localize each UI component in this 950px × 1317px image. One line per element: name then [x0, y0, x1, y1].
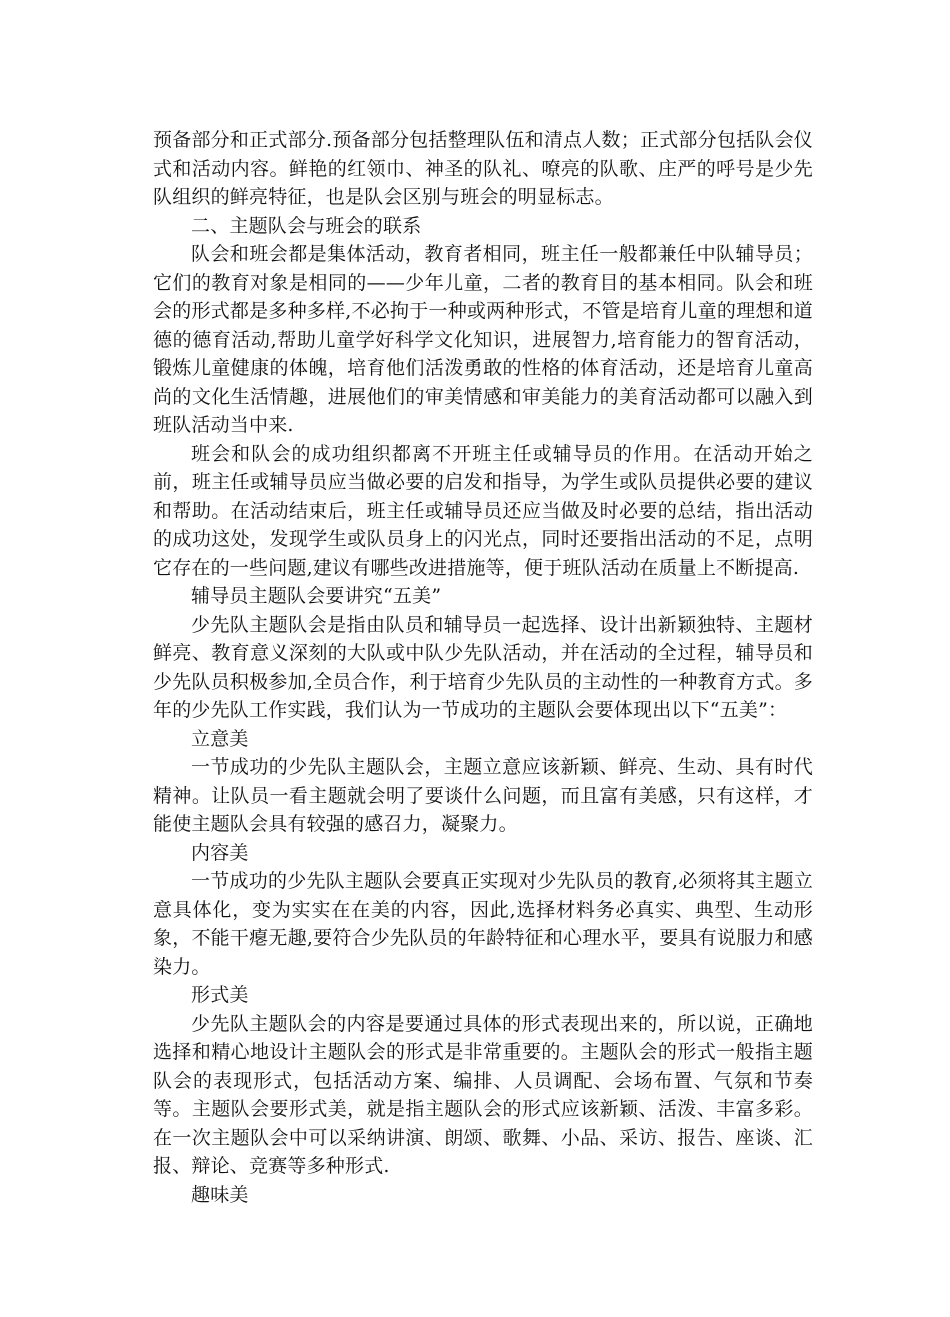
subheading-interest-beauty: 趣味美 [191, 1183, 249, 1206]
paragraph-form-beauty: 少先队主题队会的内容是要通过具体的形式表现出来的，所以说，正确地选择和精心地设计主题队会的形式是非常重要的。主题队会的形式一般指主题队会的表现形式，包括活动方案、编排、人员调配、会场布置、气氛和节奏等。主题队会要形式美，就是指主题队会的形式应该新颖、活泼、丰富多彩。在一次主题队会中可以采纳讲演、朗颂、歌舞、小品、采访、报告、座谈、汇报、辩论、竞赛等多种形式. [153, 1012, 813, 1177]
paragraph-theme-meeting-definition: 少先队主题队会是指由队员和辅导员一起选择、设计出新颖独特、主题材鲜亮、教育意义深刻的大队或中队少先队活动，并在活动的全过程，辅导员和少先队员积极参加,全员合作，利于培育少先队员的主动性的一种教育方式。多年的少先队工作实践，我们认为一节成功的主题队会要体现出以下“五美”： [153, 613, 813, 721]
paragraph-teacher-role: 班会和队会的成功组织都离不开班主任或辅导员的作用。在活动开始之前，班主任或辅导员应当做必要的启发和指导，为学生或队员提供必要的建议和帮助。在活动结束后，班主任或辅导员还应当做及时必要的总结，指出活动的成功这处，发现学生或队员身上的闪光点，同时还要指出活动的不足，点明它存在的一些问题,建议有哪些改进措施等，便于班队活动在质量上不断提高. [153, 442, 813, 579]
section-heading-five-beauties: 辅导员主题队会要讲究“五美” [191, 585, 442, 607]
paragraph-content-beauty: 一节成功的少先队主题队会要真正实现对少先队员的教育,必须将其主题立意具体化，变为实实在在美的内容，因此,选择材料务必真实、典型、生动形象，不能干瘪无趣,要符合少先队员的年龄特征和心理水平，要具有说服力和感染力。 [153, 870, 813, 978]
section-heading-relation: 二、主题队会与班会的联系 [191, 214, 422, 237]
subheading-concept-beauty: 立意美 [191, 727, 249, 750]
subheading-content-beauty: 内容美 [191, 841, 249, 864]
paragraph-similarities: 队会和班会都是集体活动，教育者相同，班主任一般都兼任中队辅导员；它们的教育对象是相同的——少年儿童，二者的教育目的基本相同。队会和班会的形式都是多种多样,不必拘于一种或两种形式，不管是培育儿童的理想和道德的德育活动,帮助儿童学好科学文化知识，进展智力,培育能力的智育活动，锻炼儿童健康的体魄，培育他们活泼勇敢的性格的体育活动，还是培育儿童高尚的文化生活情趣，进展他们的审美情感和审美能力的美育活动都可以融入到班队活动当中来. [153, 243, 813, 436]
subheading-form-beauty: 形式美 [191, 984, 249, 1006]
document-body [153, 126, 813, 1209]
paragraph-team-meeting-structure: 预备部分和正式部分.预备部分包括整理队伍和清点人数；正式部分包括队会仪式和活动内容。鲜艳的红领巾、神圣的队礼、嘹亮的队歌、庄严的呼号是少先队组织的鲜亮特征，也是队会区别与班会的明显标志。 [153, 129, 813, 208]
paragraph-concept-beauty: 一节成功的少先队主题队会，主题立意应该新颖、鲜亮、生动、具有时代精神。让队员一看主题就会明了要谈什么问题，而且富有美感，只有这样，才能使主题队会具有较强的感召力，凝聚力。 [153, 756, 813, 835]
